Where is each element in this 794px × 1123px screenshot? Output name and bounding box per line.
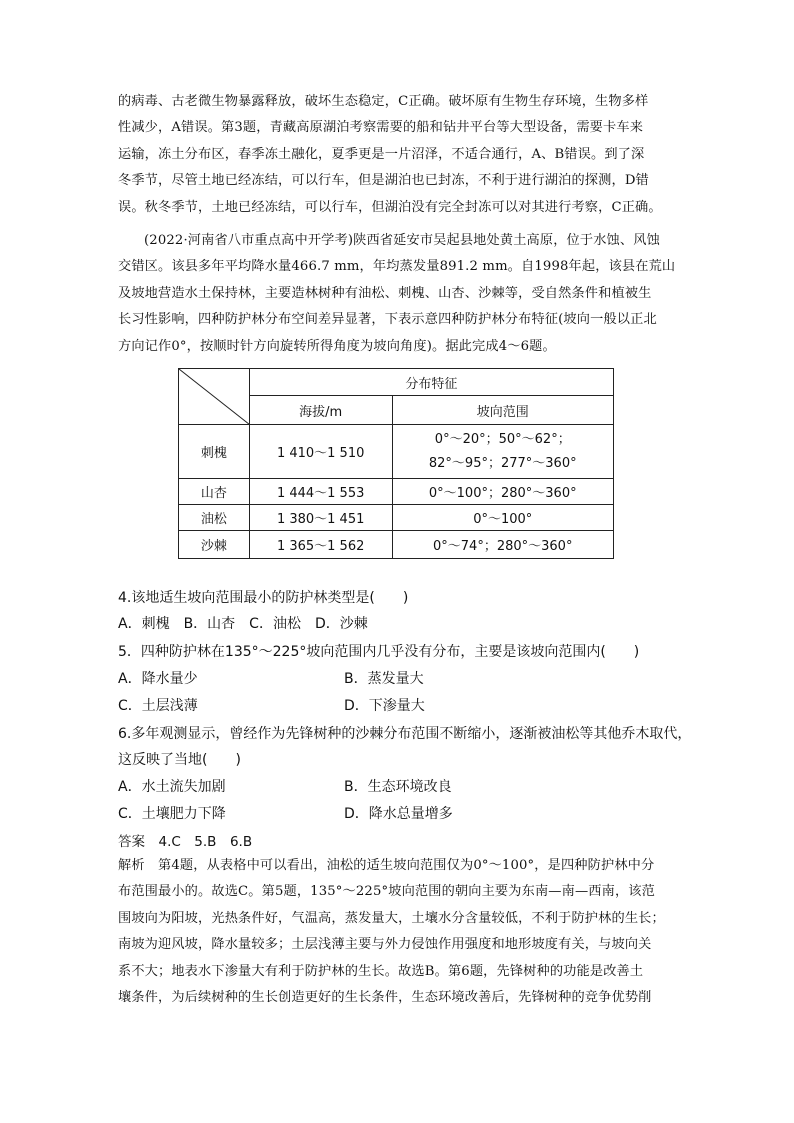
text-line: 解析 第4题，从表格中可以看出，油松的适生坡向范围仅为0°～100°，是四种防护林中分 xyxy=(118,858,655,873)
option-b: B．生态环境改良 xyxy=(344,779,452,795)
option-row: A．刺槐 B．山杏 C．油松 D．沙棘 xyxy=(118,616,368,632)
previous-explanation xyxy=(118,89,680,221)
slope-range xyxy=(392,425,614,479)
altitude-range: 1 365～1 562 xyxy=(249,531,392,559)
question-4-stem: 4.该地适生坡向范围最小的防护林类型是( ) xyxy=(118,590,409,606)
option-b: B．蒸发量大 xyxy=(344,671,424,687)
answer-line: 答案 4.C 5.B 6.B xyxy=(118,834,253,850)
altitude-range: 1 444～1 553 xyxy=(249,479,392,505)
text-line: 运输，冻土分布区，春季冻土融化，夏季更是一片沼泽，不适合通行，A、B错误。到了深 xyxy=(118,146,645,162)
text-line: 壤条件，为后续树种的生长创造更好的生长条件，生态环境改善后，先锋树种的竞争优势削 xyxy=(118,990,652,1006)
distribution-table xyxy=(178,368,614,559)
slope-range: 0°～74°；280°～360° xyxy=(392,531,614,559)
header-group-cell: 分布特征 xyxy=(249,369,613,396)
species-name: 沙棘 xyxy=(179,531,250,559)
option-a: A．水土流失加剧 xyxy=(118,779,226,795)
text-line: (2022·河南省八市重点高中开学考)陕西省延安市吴起县地处黄土高原，位于水蚀、风蚀 xyxy=(144,233,660,248)
text-line: 性减少，A错误。第3题，青藏高原湖泊考察需要的船和钻井平台等大型设备，需要卡车来 xyxy=(118,120,644,136)
option-d: D．下渗量大 xyxy=(344,698,425,714)
table-row xyxy=(179,505,614,531)
option-a: A．降水量少 xyxy=(118,671,198,687)
slope-line: 0°～20°；50°～62°； xyxy=(434,431,571,447)
species-name: 刺槐 xyxy=(179,425,250,479)
text-line: 系不大；地表水下渗量大有利于防护林的生长。故选B。第6题，先锋树种的功能是改善土 xyxy=(118,963,644,979)
header-slope: 坡向范围 xyxy=(392,396,614,425)
explanation xyxy=(118,853,680,1011)
slope-range: 0°～100°；280°～360° xyxy=(392,479,614,505)
text-line: 围坡向为阳坡，光热条件好，气温高，蒸发量大，土壤水分含量较低，不利于防护林的生长； xyxy=(118,910,665,926)
question-6-options-ab xyxy=(118,774,688,800)
altitude-range: 1 380～1 451 xyxy=(249,505,392,531)
table-row xyxy=(179,531,614,559)
table-row xyxy=(179,425,614,479)
diagonal-header-cell xyxy=(179,369,250,425)
text-line: 长习性影响，四种防护林分布空间差异显著，下表示意四种防护林分布特征(坡向一般以正北 xyxy=(118,312,657,328)
text-line: 的病毒、古老微生物暴露释放，破坏生态稳定，C正确。破坏原有生物生存环境，生物多样 xyxy=(118,94,649,109)
text-line: 布范围最小的。故选C。第5题，135°～225°坡向范围的朝向主要为东南—南—西南，该范 xyxy=(118,884,655,900)
text-line: 南坡为迎风坡，降水量较多；土层浅薄主要与外力侵蚀作用强度和地形坡度有关，与坡向关 xyxy=(118,937,652,953)
question-6-stem-line2: 这反映了当地( ) xyxy=(118,752,241,768)
species-name: 油松 xyxy=(179,505,250,531)
table-row xyxy=(179,479,614,505)
text-line: 及坡地营造水土保持林，主要造林树种有油松、刺槐、山杏、沙棘等，受自然条件和植被生 xyxy=(118,285,652,301)
text-line: 交错区。该县多年平均降水量466.7 mm，年均蒸发量891.2 mm。自1998年起，该县在荒山 xyxy=(118,259,676,275)
diagonal-line xyxy=(179,369,249,424)
text-line: 方向记作0°，按顺时针方向旋转所得角度为坡向角度)。据此完成4～6题。 xyxy=(118,338,556,354)
question-6-stem-line1: 6.多年观测显示，曾经作为先锋树种的沙棘分布范围不断缩小，逐渐被油松等其他乔木取代， xyxy=(118,726,692,742)
header-altitude: 海拔/m xyxy=(249,396,392,425)
option-c: C．土层浅薄 xyxy=(118,698,198,714)
option-c: C．土壤肥力下降 xyxy=(118,806,226,822)
question-5-stem: 5．四种防护林在135°～225°坡向范围内几乎没有分布，主要是该坡向范围内( ) xyxy=(118,644,640,660)
option-d: D．降水总量增多 xyxy=(344,806,453,822)
question-intro xyxy=(118,228,680,360)
text-line: 误。秋冬季节，土地已经冻结，可以行车，但湖泊没有完全封冻可以对其进行考察，C正确。 xyxy=(118,199,662,215)
slope-range: 0°～100° xyxy=(392,505,614,531)
altitude-range: 1 410～1 510 xyxy=(249,425,392,479)
question-6-options-cd xyxy=(118,801,688,827)
species-name: 山杏 xyxy=(179,479,250,505)
slope-line: 82°～95°；277°～360° xyxy=(428,455,577,471)
text-line: 冬季节，尽管土地已经冻结，可以行车，但是湖泊也已封冻，不利于进行湖泊的探测，D错 xyxy=(118,173,649,189)
question-5-options-ab xyxy=(118,666,688,692)
question-5-options-cd xyxy=(118,693,688,719)
question-4-options xyxy=(118,611,688,637)
